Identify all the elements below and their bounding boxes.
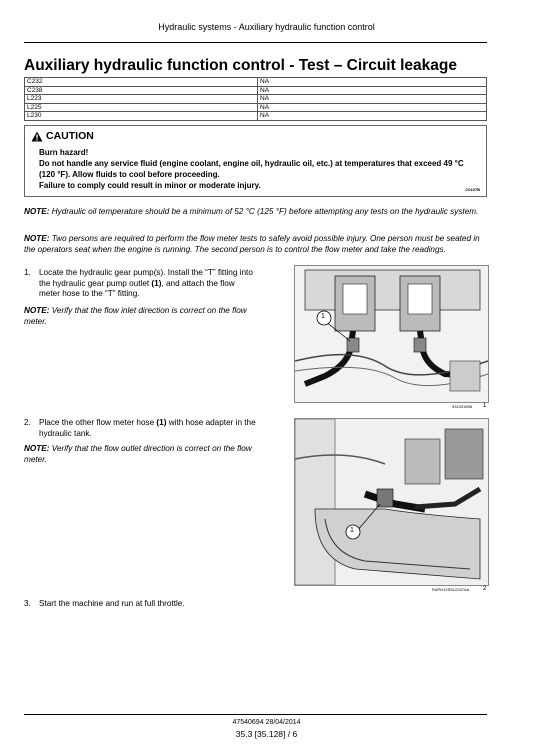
step-text-part: with hose adapter in the hydraulic tank. — [39, 418, 256, 438]
figure-1-gear-pump — [294, 265, 489, 403]
caution-heading — [31, 130, 94, 142]
model-cell: C238 — [25, 86, 258, 95]
caution-line: Burn hazard! — [39, 148, 89, 157]
note-text: Two persons are required to perform the flow meter tests to safely avoid possible injury. One person must be seated in the operators seat when the engine is running. The second person is to control the flow meter and take the readings. — [24, 234, 480, 254]
model-cell: L223 — [25, 95, 258, 104]
caution-line: Do not handle any service fluid (engine coolant, engine oil, hydraulic oil, etc.) at temperatures that exceed 49 °C (120 °F). Allow fluids to cool before proceeding. — [39, 159, 464, 179]
hydraulic-tank-illustration — [295, 419, 488, 585]
note-text: Hydraulic oil temperature should be a minimum of 52 °C (125 °F) before attempting any tests on the hydraulic system. — [49, 207, 479, 216]
caution-line: Failure to comply could result in minor or moderate injury. — [39, 181, 261, 190]
note-label: NOTE: — [24, 444, 50, 453]
callout-ref: (1) — [156, 418, 167, 427]
step-3 — [24, 599, 324, 610]
note-oil-temperature — [24, 207, 487, 218]
table-row — [25, 103, 487, 112]
step-text-part: , and attach the flow meter hose to the “T” fitting. — [39, 278, 235, 298]
caution-text — [39, 147, 479, 191]
step-text-part: Locate the hydraulic gear pump(s). Install the “T” fitting into the hydraulic gear pump outlet — [39, 268, 253, 288]
footer-page-number: 35.3 [35.128] / 6 — [235, 729, 298, 739]
step-number: 2. — [24, 418, 31, 427]
value-cell: NA — [258, 86, 487, 95]
table-row — [25, 112, 487, 121]
note-two-persons — [24, 234, 487, 255]
caution-box — [24, 125, 487, 197]
step-number: 1. — [24, 268, 31, 277]
caution-code: C0107B — [465, 187, 480, 192]
value-cell: NA — [258, 112, 487, 121]
warning-triangle-icon — [31, 131, 43, 142]
header-divider — [24, 42, 487, 43]
footer-document-number: 47540694 28/04/2014 — [232, 719, 301, 726]
figure-callout: 1 — [350, 527, 354, 534]
note-flow-inlet — [24, 306, 260, 327]
step-1 — [24, 268, 256, 300]
running-header: Hydraulic systems - Auxiliary hydraulic function control — [158, 22, 375, 32]
caution-label: CAUTION — [46, 130, 94, 142]
model-applicability-table — [24, 77, 487, 121]
note-label: NOTE: — [24, 306, 50, 315]
figure-number: 1 — [483, 403, 487, 409]
figure-callout: 1 — [321, 313, 325, 320]
gear-pump-illustration — [295, 266, 488, 402]
step-text: Start the machine and run at full throttle. — [39, 599, 185, 608]
figure-number: 2 — [483, 586, 487, 592]
figure-code: RAPH12SSL0347AA — [432, 587, 470, 592]
step-number: 3. — [24, 599, 31, 608]
table-row — [25, 78, 487, 87]
table-row — [25, 95, 487, 104]
step-text — [39, 268, 256, 300]
footer-divider — [24, 714, 487, 715]
note-text: Verify that the flow outlet direction is correct on the flow meter. — [24, 444, 252, 464]
step-text — [39, 418, 256, 439]
figure-code: 931001898 — [452, 404, 473, 409]
model-cell: C232 — [25, 78, 258, 87]
table-row — [25, 86, 487, 95]
page-title: Auxiliary hydraulic function control - Test – Circuit leakage — [24, 57, 457, 74]
figure-2-hydraulic-tank — [294, 418, 489, 586]
value-cell: NA — [258, 78, 487, 87]
model-cell: L225 — [25, 103, 258, 112]
note-label: NOTE: — [24, 234, 50, 243]
value-cell: NA — [258, 103, 487, 112]
value-cell: NA — [258, 95, 487, 104]
step-2 — [24, 418, 256, 439]
note-flow-outlet — [24, 444, 260, 465]
note-label: NOTE: — [24, 207, 50, 216]
step-text-part: Place the other flow meter hose — [39, 418, 157, 427]
model-cell: L230 — [25, 112, 258, 121]
callout-ref: (1) — [151, 278, 162, 288]
note-text: Verify that the flow inlet direction is correct on the flow meter. — [24, 306, 247, 326]
